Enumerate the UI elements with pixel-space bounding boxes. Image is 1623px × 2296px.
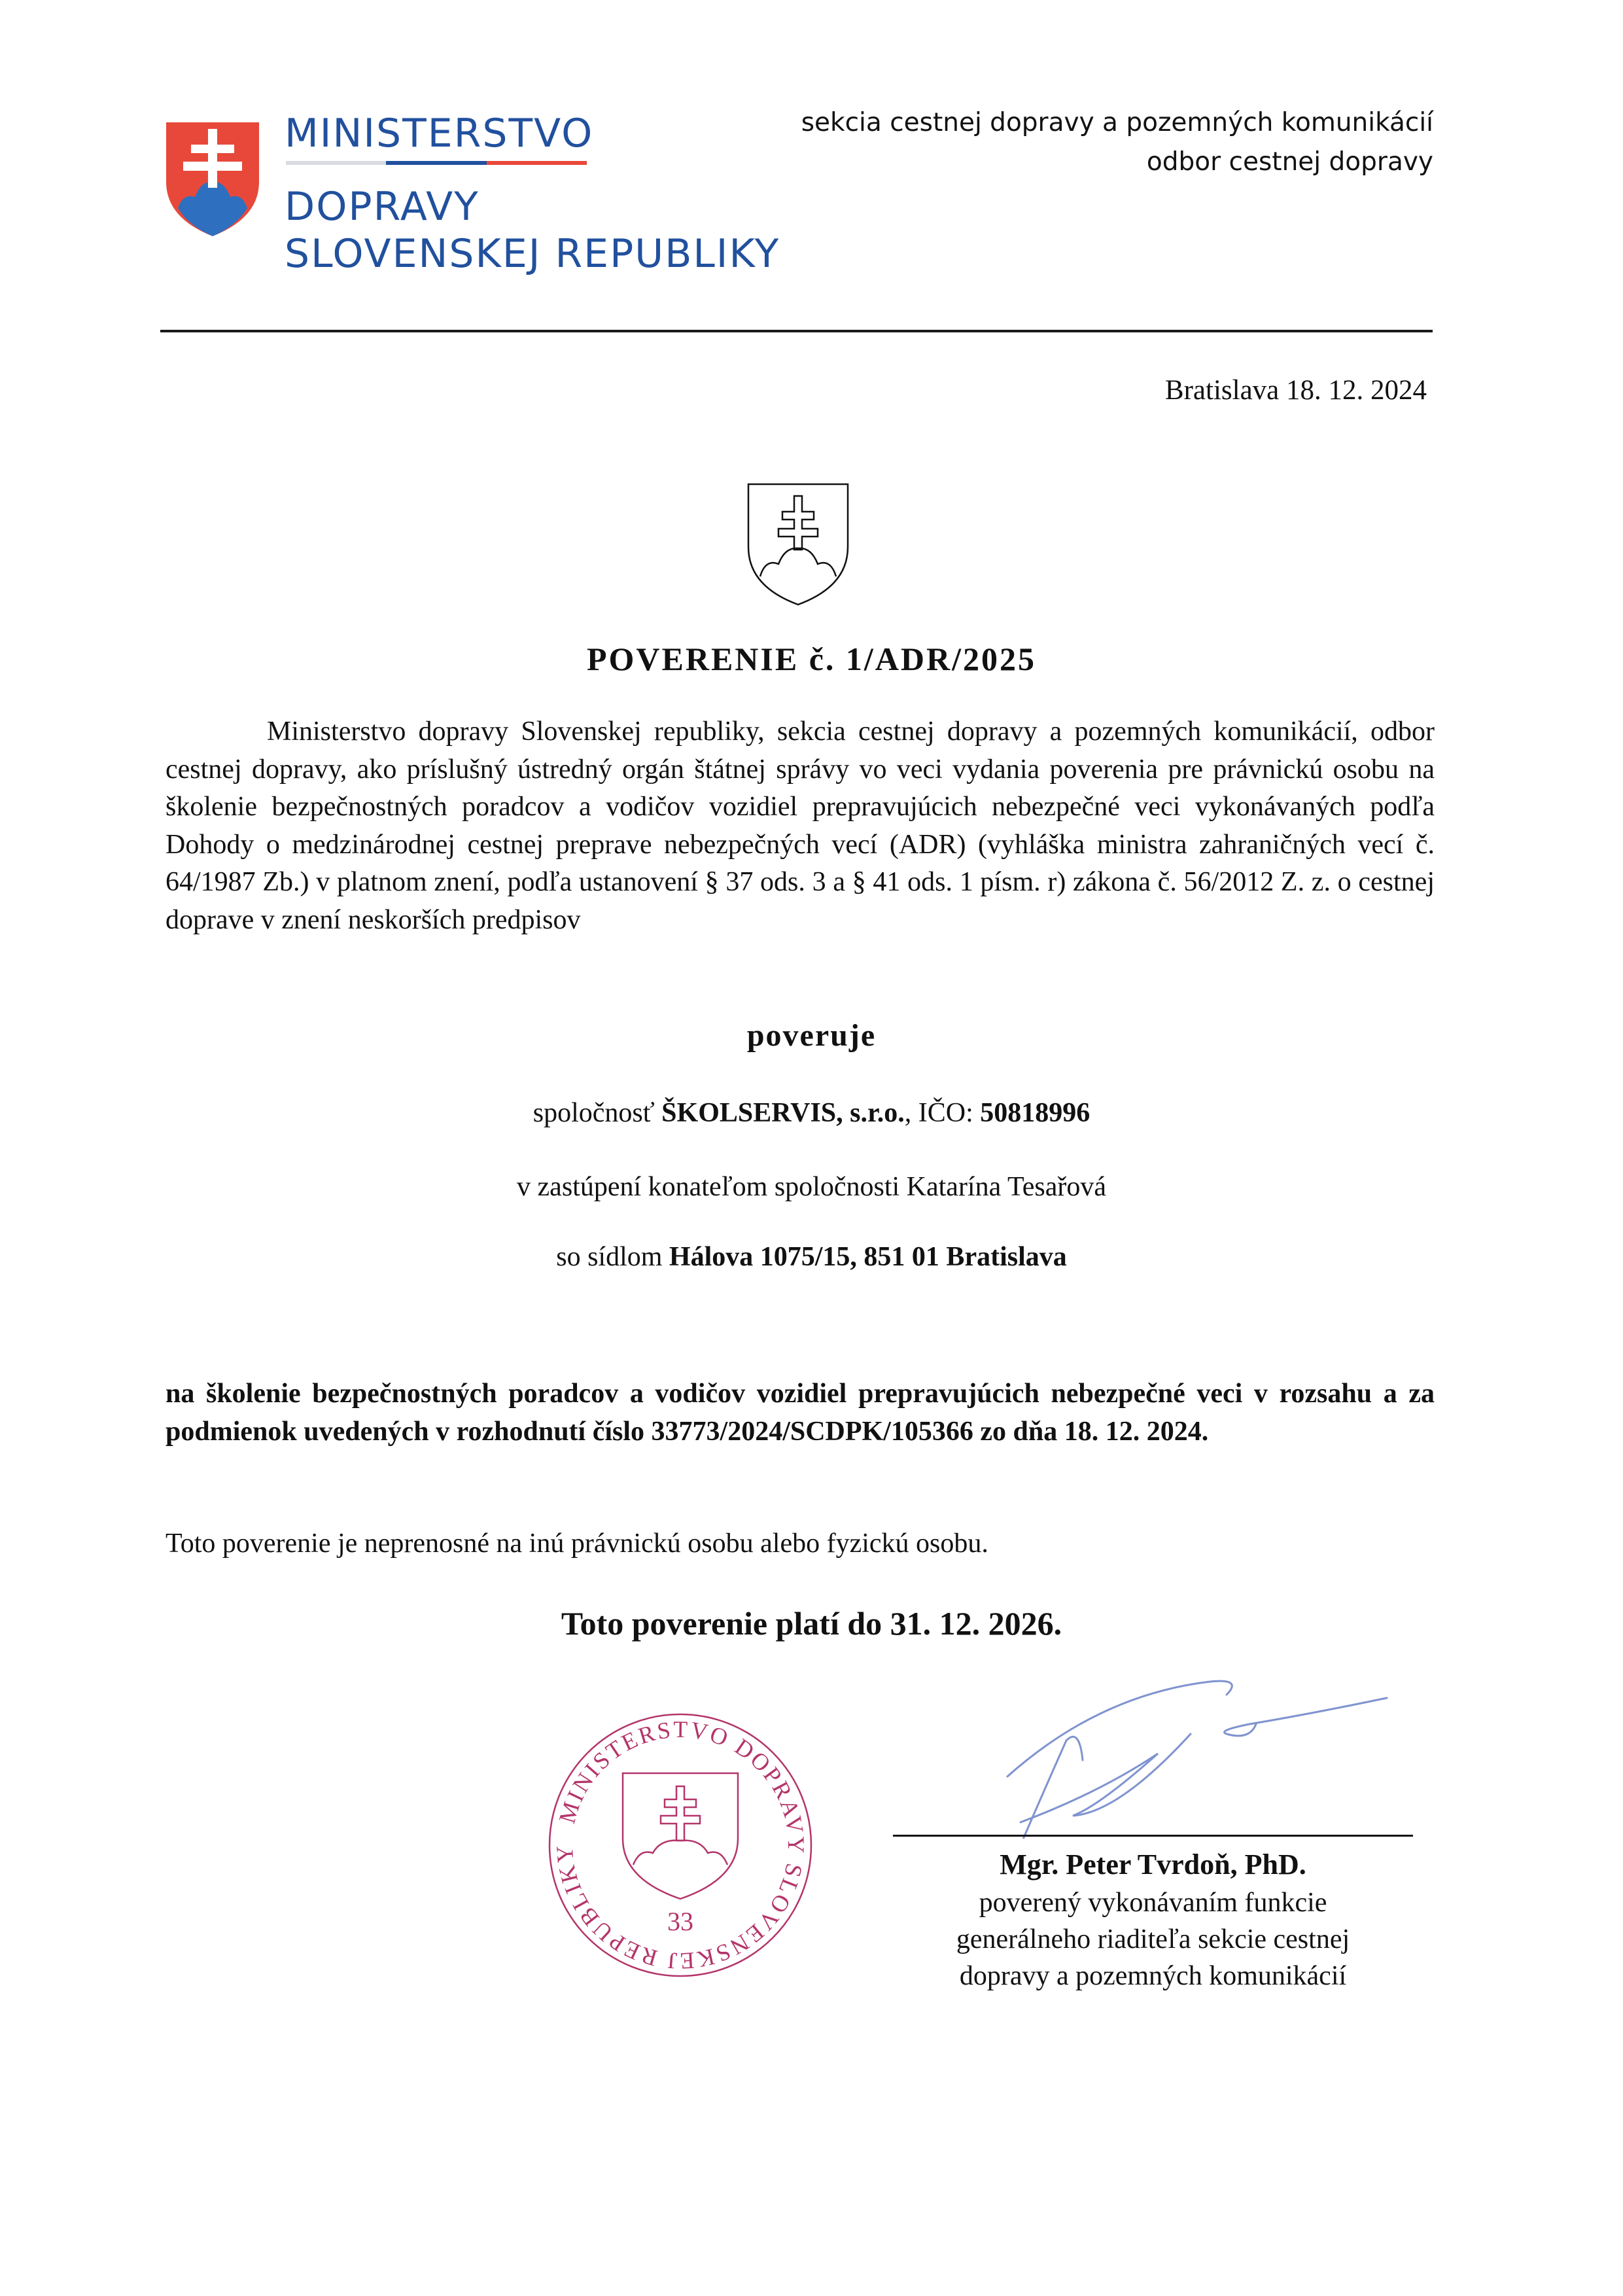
non-transferable-note: Toto poverenie je neprenosné na inú právnickú osobu alebo fyzickú osobu.: [166, 1528, 988, 1559]
company-name: ŠKOLSERVIS, s.r.o.: [661, 1098, 905, 1128]
signatory-role-line1: poverený vykonávaním funkcie: [979, 1888, 1327, 1918]
signatory-role-line3: dopravy a pozemných komunikácií: [959, 1961, 1347, 1991]
department-section: sekcia cestnej dopravy a pozemných komunikácií: [801, 108, 1433, 137]
signatory-block: [890, 1845, 1416, 1994]
signatory-name: Mgr. Peter Tvrdoň, PhD.: [1000, 1848, 1306, 1881]
ico-label: , IČO:: [904, 1098, 981, 1128]
ministry-name-line3: SLOVENSKEJ REPUBLIKY: [285, 231, 780, 277]
header-divider: [160, 330, 1433, 332]
ministry-name: [285, 110, 780, 277]
department-block: [801, 103, 1433, 182]
validity-statement: Toto poverenie platí do 31. 12. 2026.: [561, 1605, 1062, 1642]
signatory-role-line2: generálneho riaditeľa sekcie cestnej: [956, 1924, 1350, 1954]
place-and-date: Bratislava 18. 12. 2024: [1164, 375, 1427, 406]
handwritten-signature-icon: [968, 1669, 1426, 1839]
company-prefix: spoločnosť: [532, 1098, 662, 1128]
stamp-arc-textpath: MINISTERSTVO DOPRAVY SLOVENSKEJ REPUBLIKY: [551, 1716, 810, 1975]
state-emblem-icon: [746, 482, 850, 607]
slovak-coat-of-arms-logo-icon: [164, 120, 262, 238]
representation-line: v zastúpení konateľom spoločnosti Katarína Tesařová: [517, 1172, 1106, 1202]
seat-line: [0, 1241, 1623, 1273]
department-office: odbor cestnej dopravy: [1146, 147, 1433, 177]
document-title: POVERENIE č. 1/ADR/2025: [586, 641, 1037, 677]
scope-paragraph: na školenie bezpečnostných poradcov a vodičov vozidiel prepravujúcich nebezpečné veci v rozsahu a za podmienok uvedených v rozhodnutí číslo 33773/2024/SCDPK/105366 zo dňa 18. 12. 2024.: [166, 1379, 1435, 1447]
authorizes-verb: poveruje: [746, 1018, 877, 1053]
seat-prefix: so sídlom: [556, 1242, 669, 1272]
company-line: [0, 1097, 1623, 1129]
ministry-name-line2: DOPRAVY: [285, 184, 480, 230]
seat-address: Hálova 1075/15, 851 01 Bratislava: [669, 1242, 1067, 1272]
intro-paragraph: Ministerstvo dopravy Slovenskej republiky, sekcia cestnej dopravy a pozemných komunikácií, odbor cestnej dopravy, ako príslušný ústredný orgán štátnej správy vo veci vydania poverenia pre právnickú osobu na školenie bezpečnostných poradcov a vodičov vozidiel prepravujúcich nebezpečné veci vykonávaných podľa Dohody o medzinárodnej cestnej preprave nebezpečných vecí (ADR) (vyhláška ministra zahraničných vecí č. 64/1987 Zb.) v platnom znení, podľa ustanovení § 37 ods. 3 a § 41 ods. 1 písm. r) zákona č. 56/2012 Z. z. o cestnej doprave v znení neskorších predpisov: [166, 716, 1435, 935]
ministry-name-line1: MINISTERSTVO: [285, 111, 594, 156]
tricolor-divider: [286, 161, 587, 165]
company-ico: 50818996: [980, 1098, 1091, 1128]
official-stamp-icon: [543, 1708, 818, 1983]
stamp-number: 33: [667, 1907, 693, 1936]
signature-line: [893, 1835, 1413, 1837]
